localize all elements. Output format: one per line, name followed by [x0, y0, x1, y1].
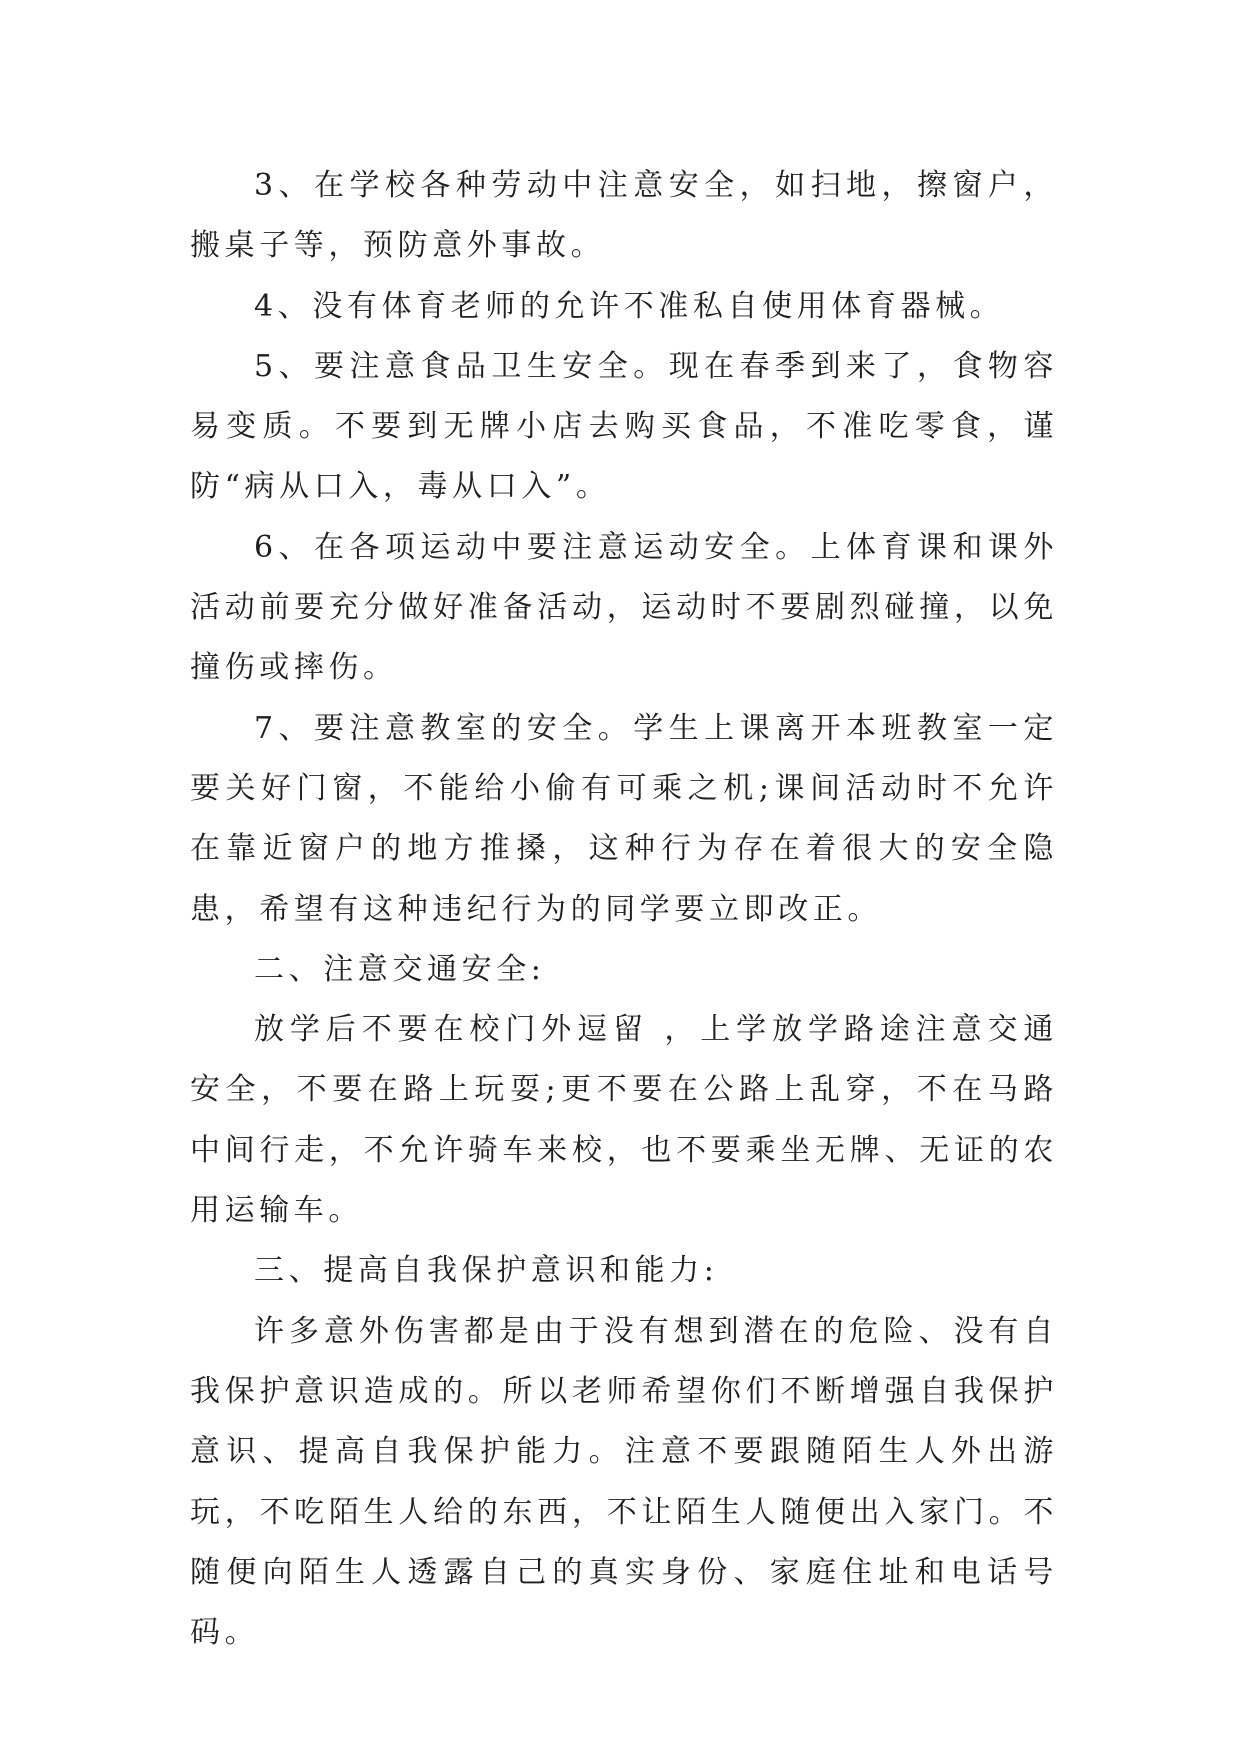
paragraph-exercise-safety: 6、在各项运动中要注意运动安全。上体育课和课外活动前要充分做好准备活动，运动时不要剧烈碰撞，以免撞伤或摔伤。 [190, 529, 1058, 686]
section-heading-self-protection: 三、提高自我保护意识和能力: [254, 1253, 719, 1289]
document-body [190, 156, 1058, 1663]
paragraph-self-protection: 许多意外伤害都是由于没有想到潜在的危险、没有自我保护意识造成的。所以老师希望你们不断增强自我保护意识、提高自我保护能力。注意不要跟随陌生人外出游玩，不吃陌生人给的东西，不让陌生人随便出入家门。不随便向陌生人透露自己的真实身份、家庭住址和电话号码。 [190, 1313, 1058, 1651]
paragraph-traffic-safety: 放学后不要在校门外逗留 ，上学放学路途注意交通安全，不要在路上玩耍;更不要在公路上乱穿，不在马路中间行走，不允许骑车来校，也不要乘坐无牌、无证的农用运输车。 [190, 1012, 1058, 1229]
paragraph-food-safety: 5、要注意食品卫生安全。现在春季到来了，食物容易变质。不要到无牌小店去购买食品，不准吃零食，谨防“病从口入，毒从口入”。 [190, 348, 1058, 505]
paragraph-classroom-safety: 7、要注意教室的安全。学生上课离开本班教室一定要关好门窗，不能给小偷有可乘之机;课间活动时不允许在靠近窗户的地方推搡，这种行为存在着很大的安全隐患，希望有这种违纪行为的同学要立即改正。 [190, 710, 1058, 927]
section-heading-traffic-safety: 二、注意交通安全: [254, 951, 546, 987]
paragraph-sports-equipment: 4、没有体育老师的允许不准私自使用体育器械。 [254, 288, 1005, 324]
paragraph-labor-safety: 3、在学校各种劳动中注意安全，如扫地，擦窗户，搬桌子等，预防意外事故。 [190, 168, 1058, 264]
